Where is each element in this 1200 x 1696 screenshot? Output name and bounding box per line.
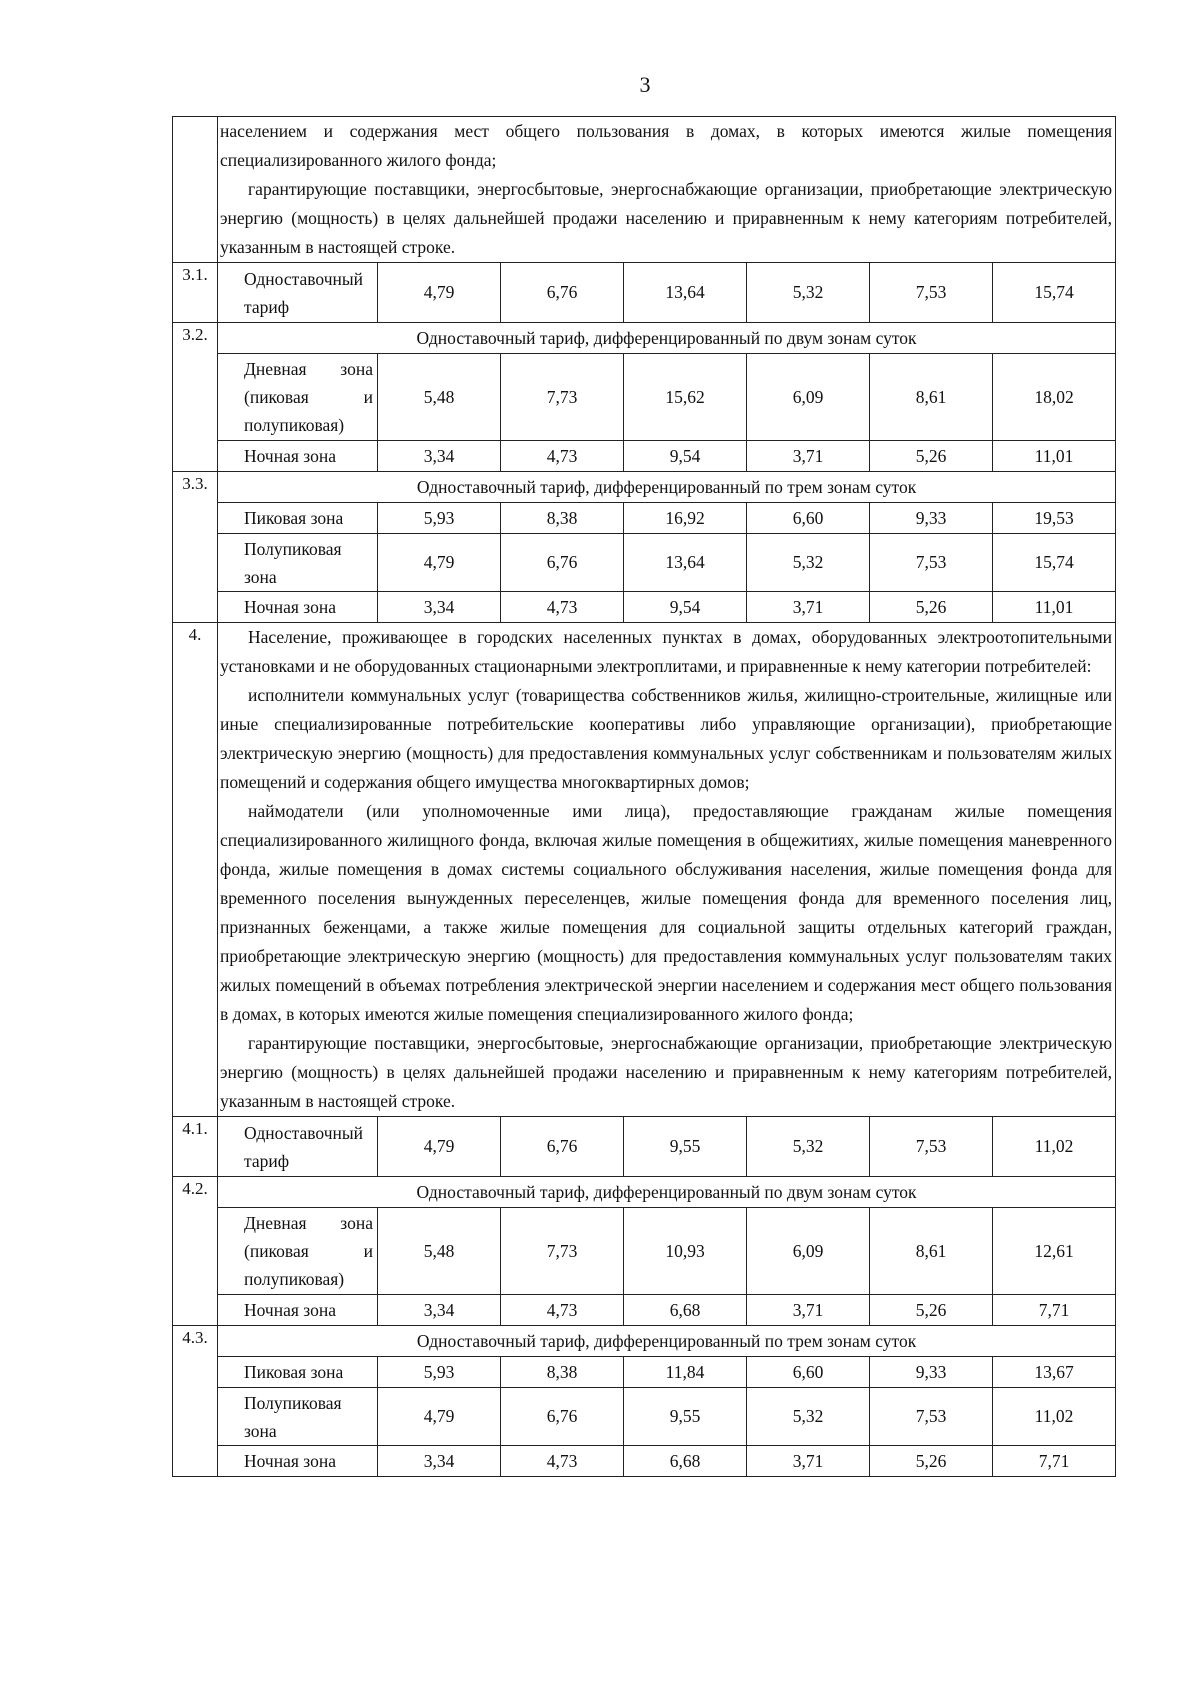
row-3-2-night [173, 441, 1116, 472]
label-night-zone: Ночная зона [218, 1295, 378, 1326]
tariff-table [172, 116, 1116, 1477]
section-4-text [218, 623, 1116, 1117]
value-cell: 13,67 [993, 1357, 1116, 1388]
value-cell: 5,26 [870, 1295, 993, 1326]
value-cell: 6,76 [501, 534, 624, 592]
label-day-zone: Дневная зона (пиковая и полупиковая) [218, 1208, 378, 1295]
value-cell: 3,34 [378, 441, 501, 472]
value-cell: 15,62 [624, 354, 747, 441]
label-night-zone: Ночная зона [218, 592, 378, 623]
value-cell: 9,33 [870, 503, 993, 534]
value-cell: 6,60 [747, 1357, 870, 1388]
label-half-peak-zone: Полупиковая зона [218, 534, 378, 592]
value-cell: 6,09 [747, 1208, 870, 1295]
value-cell: 7,73 [501, 354, 624, 441]
value-cell: 3,34 [378, 1295, 501, 1326]
three-zone-heading: Одноставочный тариф, дифференцированный по трем зонам суток [218, 472, 1116, 503]
value-cell: 9,33 [870, 1357, 993, 1388]
value-cell: 4,79 [378, 263, 501, 323]
value-cell: 3,71 [747, 592, 870, 623]
value-cell: 3,71 [747, 1446, 870, 1477]
value-cell: 7,53 [870, 534, 993, 592]
row-4-description [173, 623, 1116, 1117]
row-3-2-day [173, 354, 1116, 441]
row-3-1 [173, 263, 1116, 323]
value-cell: 11,02 [993, 1117, 1116, 1177]
label-night-zone: Ночная зона [218, 1446, 378, 1477]
row-3-3-night [173, 592, 1116, 623]
row-4-3-peak [173, 1357, 1116, 1388]
page-number: 3 [639, 72, 651, 97]
value-cell: 7,53 [870, 1388, 993, 1446]
value-cell: 12,61 [993, 1208, 1116, 1295]
value-cell: 3,34 [378, 592, 501, 623]
row-3-2-header [173, 323, 1116, 354]
value-cell: 9,55 [624, 1388, 747, 1446]
value-cell: 9,54 [624, 441, 747, 472]
row-number: 4.1. [173, 1117, 218, 1177]
value-cell: 15,74 [993, 263, 1116, 323]
row-number: 4.2. [173, 1177, 218, 1326]
row-number: 3.1. [173, 263, 218, 323]
value-cell: 6,09 [747, 354, 870, 441]
value-cell: 10,93 [624, 1208, 747, 1295]
value-cell: 5,48 [378, 354, 501, 441]
section-4-paragraph: гарантирующие поставщики, энергосбытовые, энергоснабжающие организации, приобретающие электрическую энергию (мощность) в целях дальнейшей продажи населению и приравненным к нему категориям потребителей, указанным в настоящей строке. [220, 1033, 1113, 1111]
value-cell: 3,71 [747, 441, 870, 472]
value-cell: 4,73 [501, 1295, 624, 1326]
value-cell: 9,54 [624, 592, 747, 623]
value-cell: 5,93 [378, 503, 501, 534]
section-4-paragraph: наймодатели (или уполномоченные ими лица), предоставляющие гражданам жилые помещения специализированного жилищного фонда, включая жилые помещения в общежитиях, жилые помещения маневренного фонда, жилые помещения в домах системы социального обслуживания населения, жилые помещения фонда для временного поселения вынужденных переселенцев, жилые помещения фонда для временного поселения лиц, признанных беженцами, а также жилые помещения для социальной защиты отдельных категорий граждан, приобретающие электрическую энергию (мощность) для предоставления коммунальных услуг пользователям таких жилых помещений в объемах потребления электрической энергии населением и содержания мест общего пользования в домах, в которых имеются жилые помещения специализированного жилого фонда; [220, 801, 1113, 1024]
row-4-2-night [173, 1295, 1116, 1326]
row-4-3-night [173, 1446, 1116, 1477]
label-single-rate: Одноставочный тариф [218, 263, 378, 323]
value-cell: 19,53 [993, 503, 1116, 534]
continuation-paragraph: гарантирующие поставщики, энергосбытовые, энергоснабжающие организации, приобретающие электрическую энергию (мощность) в целях дальнейшей продажи населению и приравненным к нему категориям потребителей, указанным в настоящей строке. [220, 179, 1113, 257]
value-cell: 4,73 [501, 592, 624, 623]
label-peak-zone: Пиковая зона [218, 1357, 378, 1388]
value-cell: 7,53 [870, 263, 993, 323]
row-3-3-peak [173, 503, 1116, 534]
value-cell: 13,64 [624, 263, 747, 323]
value-cell: 3,71 [747, 1295, 870, 1326]
two-zone-heading: Одноставочный тариф, дифференцированный по двум зонам суток [218, 1177, 1116, 1208]
value-cell: 6,68 [624, 1446, 747, 1477]
label-half-peak-zone: Полупиковая зона [218, 1388, 378, 1446]
value-cell: 8,61 [870, 354, 993, 441]
value-cell: 7,71 [993, 1446, 1116, 1477]
value-cell: 7,71 [993, 1295, 1116, 1326]
value-cell: 4,79 [378, 1388, 501, 1446]
value-cell: 5,32 [747, 263, 870, 323]
value-cell: 18,02 [993, 354, 1116, 441]
value-cell: 11,02 [993, 1388, 1116, 1446]
row-number: 3.3. [173, 472, 218, 623]
continuation-text [218, 117, 1116, 263]
value-cell: 3,34 [378, 1446, 501, 1477]
continuation-paragraph: населением и содержания мест общего пользования в домах, в которых имеются жилые помещения специализированного жилого фонда; [220, 121, 1113, 170]
section-4-paragraph: исполнители коммунальных услуг (товарищества собственников жилья, жилищно-строительные, жилищные или иные специализированные потребительские кооперативы либо управляющие организации), приобретающие электрическую энергию (мощность) для предоставления коммунальных услуг собственникам и пользователям жилых помещений и содержания общего имущества многоквартирных домов; [220, 685, 1113, 792]
section-4-paragraph: Население, проживающее в городских населенных пунктах в домах, оборудованных электроотопительными установками и не оборудованных стационарными электроплитами, и приравненные к нему категории потребителей: [220, 627, 1113, 676]
row-3-3-header [173, 472, 1116, 503]
row-4-2-day [173, 1208, 1116, 1295]
label-day-zone: Дневная зона (пиковая и полупиковая) [218, 354, 378, 441]
value-cell: 8,38 [501, 1357, 624, 1388]
value-cell: 5,32 [747, 1117, 870, 1177]
value-cell: 6,76 [501, 263, 624, 323]
row-4-2-header [173, 1177, 1116, 1208]
value-cell: 5,26 [870, 1446, 993, 1477]
value-cell: 16,92 [624, 503, 747, 534]
value-cell: 13,64 [624, 534, 747, 592]
row-number: 4.3. [173, 1326, 218, 1477]
row-4-3-half-peak [173, 1388, 1116, 1446]
label-night-zone: Ночная зона [218, 441, 378, 472]
value-cell: 11,01 [993, 592, 1116, 623]
value-cell: 4,79 [378, 534, 501, 592]
value-cell: 11,01 [993, 441, 1116, 472]
continuation-row [173, 117, 1116, 263]
value-cell: 5,32 [747, 1388, 870, 1446]
value-cell: 5,48 [378, 1208, 501, 1295]
value-cell: 11,84 [624, 1357, 747, 1388]
value-cell: 4,79 [378, 1117, 501, 1177]
two-zone-heading: Одноставочный тариф, дифференцированный по двум зонам суток [218, 323, 1116, 354]
label-peak-zone: Пиковая зона [218, 503, 378, 534]
value-cell: 5,93 [378, 1357, 501, 1388]
three-zone-heading: Одноставочный тариф, дифференцированный по трем зонам суток [218, 1326, 1116, 1357]
value-cell: 4,73 [501, 441, 624, 472]
value-cell: 8,61 [870, 1208, 993, 1295]
value-cell: 4,73 [501, 1446, 624, 1477]
value-cell: 15,74 [993, 534, 1116, 592]
value-cell: 7,73 [501, 1208, 624, 1295]
row-number: 3.2. [173, 323, 218, 472]
value-cell: 6,76 [501, 1388, 624, 1446]
value-cell: 5,26 [870, 441, 993, 472]
value-cell: 8,38 [501, 503, 624, 534]
value-cell: 5,32 [747, 534, 870, 592]
row-4-1 [173, 1117, 1116, 1177]
row-3-3-half-peak [173, 534, 1116, 592]
value-cell: 7,53 [870, 1117, 993, 1177]
value-cell: 6,76 [501, 1117, 624, 1177]
row-number: 4. [173, 623, 218, 1117]
value-cell: 9,55 [624, 1117, 747, 1177]
row-4-3-header [173, 1326, 1116, 1357]
label-single-rate: Одноставочный тариф [218, 1117, 378, 1177]
value-cell: 5,26 [870, 592, 993, 623]
value-cell: 6,60 [747, 503, 870, 534]
value-cell: 6,68 [624, 1295, 747, 1326]
